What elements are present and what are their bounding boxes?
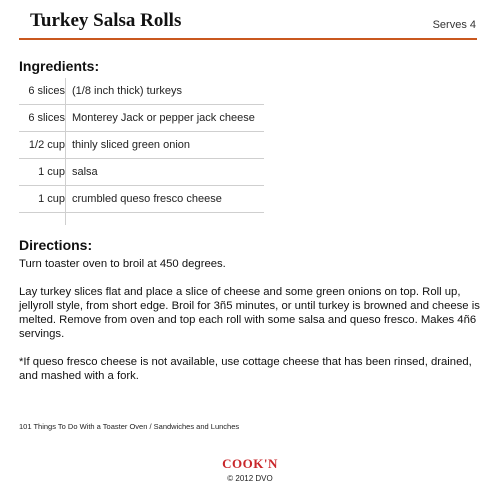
source-citation: 101 Things To Do With a Toaster Oven / Sandwiches and Lunches [19,422,240,431]
directions-body [19,257,484,397]
ingredient-row [19,78,264,105]
cookn-logo: COOK'N [222,456,278,471]
copyright-notice: © 2012 DVO [227,474,273,483]
ingredient-row [19,186,264,213]
recipe-title: Turkey Salsa Rolls [30,10,182,31]
ingredient-quantity: 6 slices [19,78,66,105]
serves-count: Serves 4 [432,19,476,31]
ingredients-table [19,78,264,225]
direction-note: *If queso fresco cheese is not available, use cottage cheese that has been rinsed, drained, and mashed with a fork. [19,356,472,382]
ingredient-row-empty [19,213,264,226]
ingredient-quantity: 1/2 cup [19,132,66,159]
ingredient-name: Monterey Jack or pepper jack cheese [66,105,265,132]
ingredient-row [19,159,264,186]
direction-paragraph: Turn toaster oven to broil at 450 degrees. [19,258,226,270]
ingredient-name: salsa [66,159,265,186]
ingredient-name-empty [66,213,265,226]
ingredient-name: (1/8 inch thick) turkeys [66,78,265,105]
ingredient-name: crumbled queso fresco cheese [66,186,265,213]
directions-heading: Directions: [19,237,93,253]
ingredient-quantity: 1 cup [19,159,66,186]
ingredient-quantity: 6 slices [19,105,66,132]
ingredient-quantity: 1 cup [19,186,66,213]
ingredients-heading: Ingredients: [19,58,100,74]
ingredient-name: thinly sliced green onion [66,132,265,159]
title-divider [19,38,477,40]
ingredient-row [19,132,264,159]
ingredient-quantity-empty [19,213,66,226]
ingredient-row [19,105,264,132]
direction-paragraph: Lay turkey slices flat and place a slice of cheese and some green onions on top. Roll up, jellyroll style, from short edge. Broil for 3ñ5 minutes, or until turkey is browned and cheese is melted. Remove from oven and top each roll with some salsa and queso fresco. Makes 4ñ6 servings. [19,286,480,340]
